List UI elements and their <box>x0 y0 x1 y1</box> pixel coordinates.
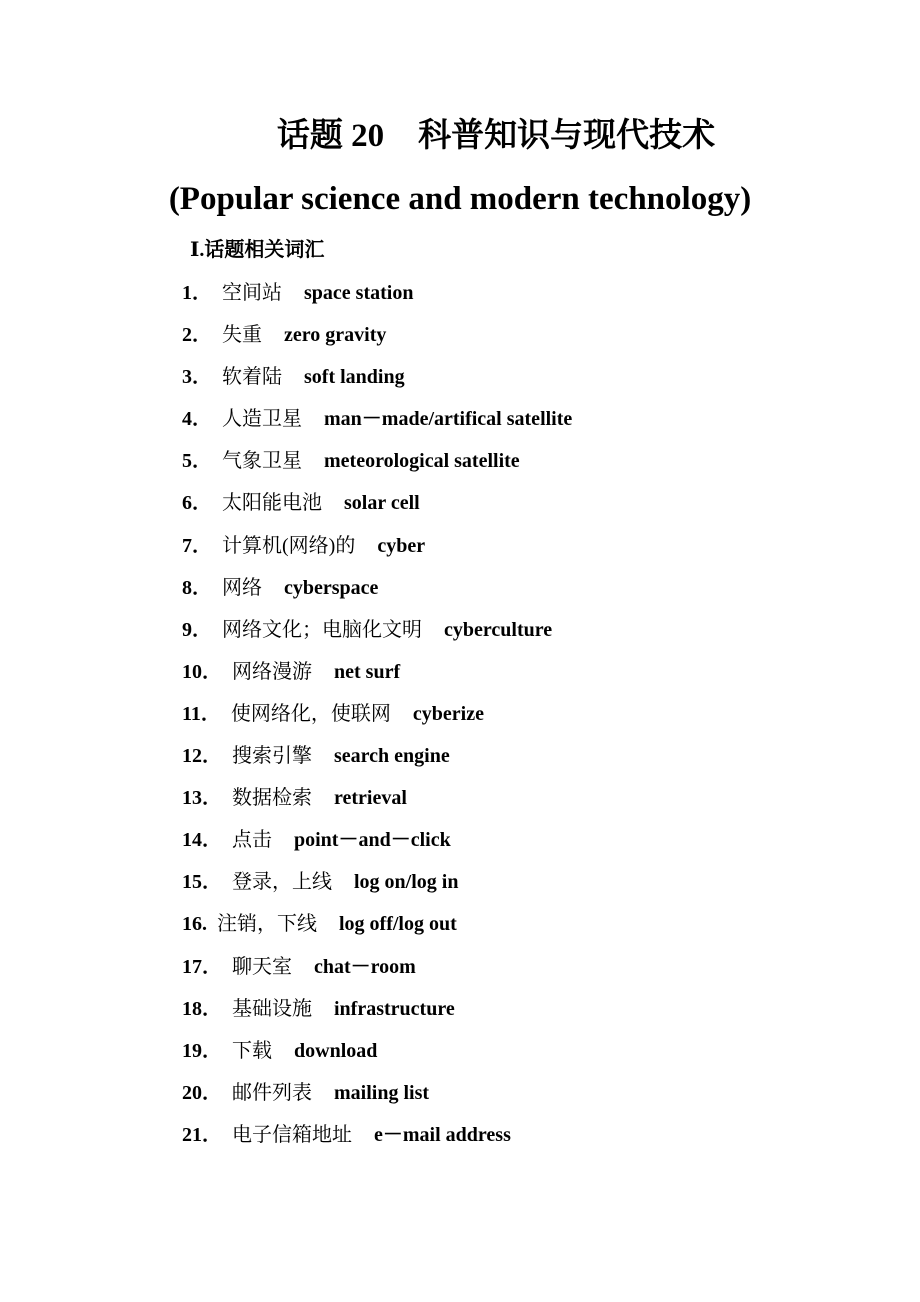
vocab-item <box>182 278 882 320</box>
vocab-item <box>182 615 882 657</box>
vocab-item <box>182 446 882 488</box>
vocab-english: cyberspace <box>284 576 379 599</box>
vocab-chinese: 下载 <box>232 1039 272 1062</box>
vocab-english: cyberculture <box>444 618 553 641</box>
vocab-english: chat－room <box>314 955 416 978</box>
section-heading: Ⅰ.话题相关词汇 <box>190 239 325 261</box>
vocab-number: 2． <box>182 324 212 347</box>
vocab-item <box>182 362 882 404</box>
vocab-chinese: 计算机(网络)的 <box>222 534 356 557</box>
vocab-item <box>182 657 882 699</box>
vocab-chinese: 登录，上线 <box>232 871 332 894</box>
vocab-number: 7． <box>182 534 212 557</box>
vocab-item <box>182 1120 882 1162</box>
vocab-chinese: 电子信箱地址 <box>232 1123 352 1146</box>
vocab-number: 20． <box>182 1081 222 1104</box>
vocab-chinese: 失重 <box>222 324 262 347</box>
vocab-english: zero gravity <box>284 324 387 347</box>
vocab-english: meteorological satellite <box>324 450 520 473</box>
vocab-item <box>182 1036 882 1078</box>
vocab-english: solar cell <box>344 492 420 515</box>
vocab-chinese: 注销，下线 <box>217 913 317 936</box>
vocab-chinese: 网络 <box>222 576 262 599</box>
topic-english-title: (Popular science and modern technology) <box>168 181 752 217</box>
vocab-english: cyberize <box>412 702 484 725</box>
vocab-chinese: 网络文化；电脑化文明 <box>222 618 422 641</box>
vocab-chinese: 网络漫游 <box>232 660 312 683</box>
vocab-item <box>182 741 882 783</box>
vocabulary-list <box>182 278 882 1162</box>
vocab-english: log on/log in <box>354 871 459 894</box>
vocab-english: mailing list <box>334 1081 430 1104</box>
vocab-number: 12． <box>182 745 222 768</box>
vocab-number: 9． <box>182 618 212 641</box>
vocab-number: 18． <box>182 997 222 1020</box>
vocab-number: 14． <box>182 829 222 852</box>
vocab-chinese: 气象卫星 <box>222 450 302 473</box>
topic-chinese-title: 科普知识与现代技术 <box>418 118 716 154</box>
vocab-chinese: 搜索引擎 <box>232 745 312 768</box>
vocab-chinese: 使网络化，使联网 <box>230 702 391 725</box>
vocab-number: 4． <box>182 408 212 431</box>
vocab-item <box>182 783 882 825</box>
vocab-item <box>182 531 882 573</box>
vocab-english: search engine <box>334 745 450 768</box>
vocab-item <box>182 573 882 615</box>
vocab-number: 8． <box>182 576 212 599</box>
vocab-chinese: 聊天室 <box>232 955 292 978</box>
vocab-english: cyber <box>377 534 426 557</box>
vocab-english: log off/log out <box>339 913 457 936</box>
vocab-chinese: 空间站 <box>222 282 282 304</box>
vocab-number: 10． <box>182 660 222 683</box>
vocab-item <box>182 488 882 530</box>
vocab-number: 5． <box>182 450 212 473</box>
topic-number: 话题 20 <box>276 118 385 154</box>
vocab-chinese: 点击 <box>232 829 272 852</box>
vocab-english: man－made/artifical satellite <box>324 408 573 431</box>
vocab-number: 6． <box>182 492 212 515</box>
vocab-english: space station <box>304 282 414 304</box>
vocab-english: net surf <box>334 660 401 683</box>
vocab-number: 11． <box>182 702 221 725</box>
vocab-chinese: 软着陆 <box>222 366 282 389</box>
vocab-item <box>182 952 882 994</box>
vocab-item <box>182 404 882 446</box>
vocab-english: e－mail address <box>374 1123 511 1146</box>
vocab-english: point－and－click <box>294 829 451 852</box>
vocab-number: 15． <box>182 871 222 894</box>
vocab-chinese: 邮件列表 <box>232 1081 312 1104</box>
vocab-number: 16. <box>182 913 207 936</box>
vocab-english: retrieval <box>334 787 407 810</box>
vocab-chinese: 人造卫星 <box>222 408 302 431</box>
vocab-item <box>182 320 882 362</box>
vocab-item <box>182 699 882 741</box>
vocab-english: soft landing <box>304 366 405 389</box>
vocab-chinese: 太阳能电池 <box>222 492 322 515</box>
vocab-item <box>182 867 882 909</box>
vocab-number: 3． <box>182 366 212 389</box>
vocab-number: 17． <box>182 955 222 978</box>
vocab-item <box>182 1078 882 1120</box>
vocab-number: 13． <box>182 787 222 810</box>
topic-title <box>0 113 920 159</box>
vocab-english: infrastructure <box>334 997 455 1020</box>
vocab-chinese: 数据检索 <box>232 787 312 810</box>
vocab-number: 1． <box>182 282 212 304</box>
vocab-number: 21． <box>182 1123 222 1146</box>
vocab-number: 19． <box>182 1039 222 1062</box>
vocab-item <box>182 909 882 951</box>
vocab-english: download <box>294 1039 378 1062</box>
vocab-item <box>182 825 882 867</box>
vocab-item <box>182 994 882 1036</box>
vocab-chinese: 基础设施 <box>232 997 312 1020</box>
